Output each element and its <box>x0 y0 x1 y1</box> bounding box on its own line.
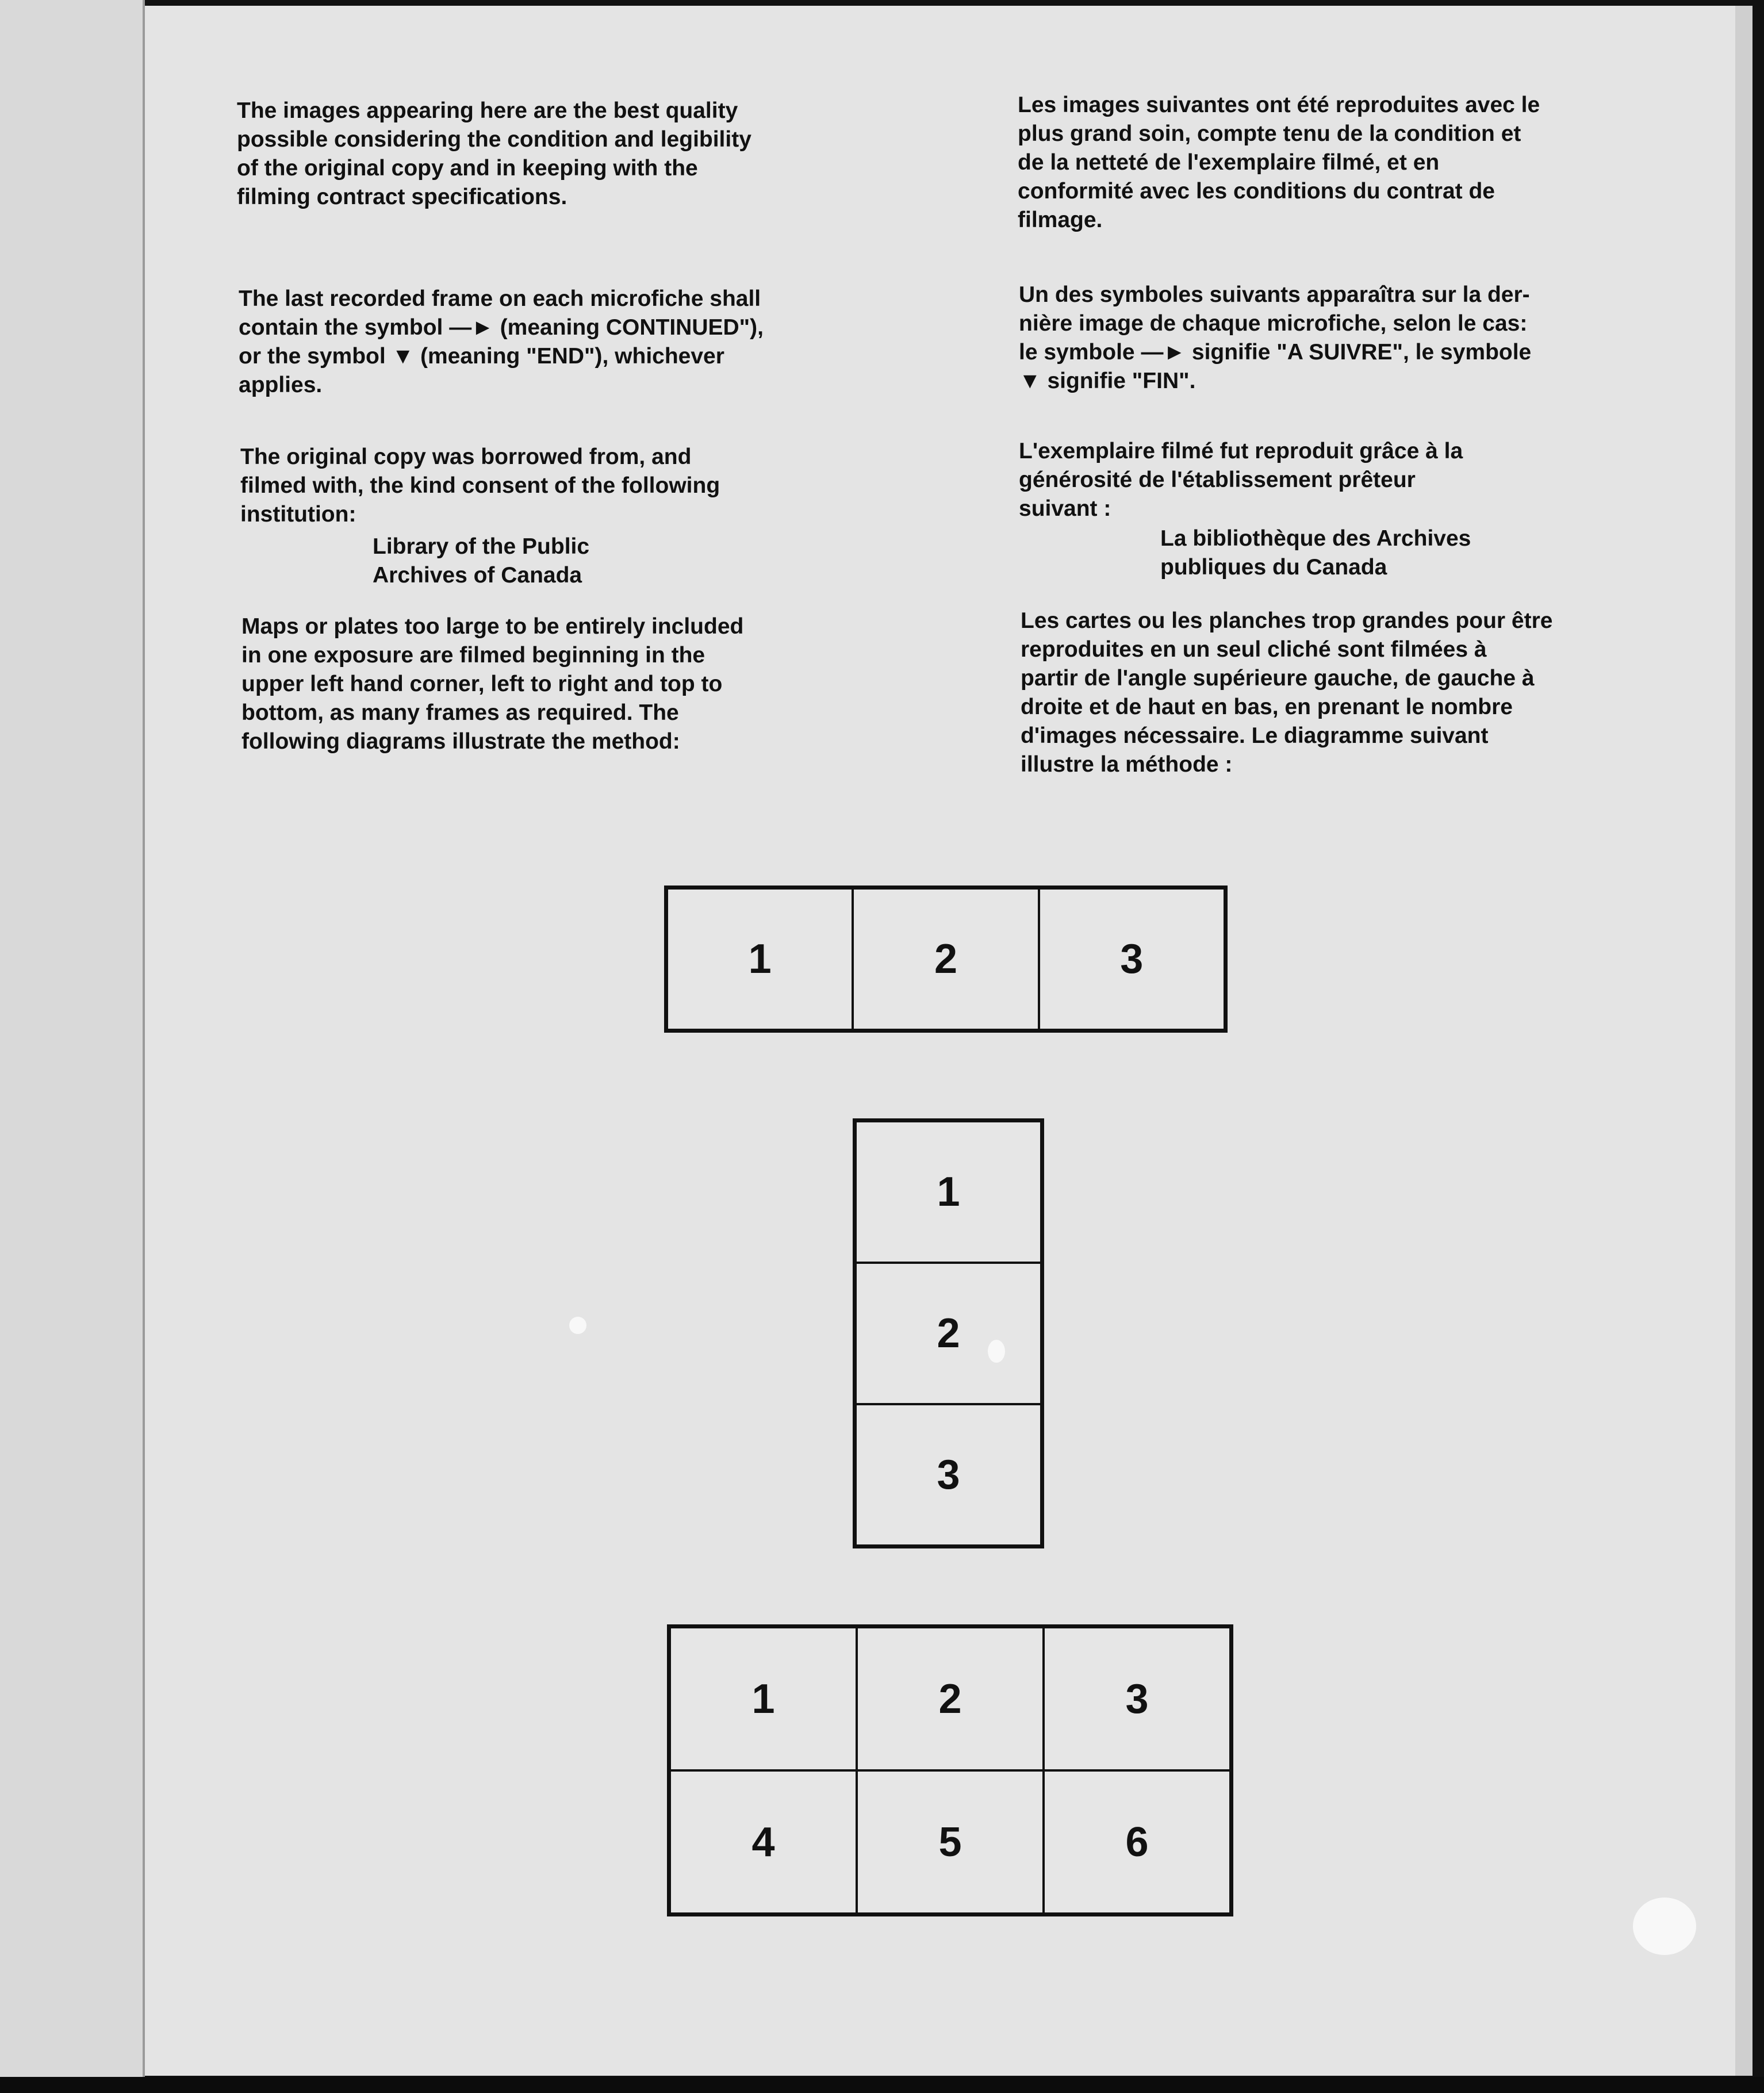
en-institution-name: Library of the Public Archives of Canada <box>373 534 590 588</box>
film-speck <box>1633 1897 1696 1955</box>
continued-arrow-icon: —► <box>1141 340 1186 365</box>
diagram-column-frames <box>853 1118 1044 1548</box>
frame-cell: 6 <box>1044 1770 1230 1914</box>
en-symbol-paragraph: The last recorded frame on each microfiche shall contain the symbol —► (meaning CONTINUED"), or the symbol ▼ (meaning "END"), whichever applies. <box>239 286 764 397</box>
frame-cell: 2 <box>856 1263 1041 1404</box>
frame-cell: 3 <box>856 1404 1041 1546</box>
fr-quality-paragraph: Les images suivantes ont été reproduites avec le plus grand soin, compte tenu de la condition et de la netteté de l'exemplaire filmé, et en conformité avec les conditions du contrat de filmage. <box>1018 93 1540 232</box>
film-edge-bottom <box>0 2077 1764 2093</box>
frame-cell: 1 <box>667 888 853 1030</box>
frame-cell: 3 <box>1044 1627 1230 1770</box>
en-quality-paragraph: The images appearing here are the best quality possible considering the condition and legibility of the original copy and in keeping with the filming contract specifications. <box>237 98 751 209</box>
frame-cell: 1 <box>670 1627 857 1770</box>
film-edge-right <box>1735 6 1753 2076</box>
film-edge-left <box>0 0 145 2082</box>
en-borrowed-paragraph: The original copy was borrowed from, and filmed with, the kind consent of the following institution: <box>240 444 720 527</box>
fr-symbol-paragraph: Un des symboles suivants apparaîtra sur la der- nière image de chaque microfiche, selon le cas: le symbole —► signifie "A SUIVRE", le symbole ▼ signifie "FIN". <box>1019 282 1532 393</box>
diagram-row-frames <box>664 885 1228 1033</box>
frame-cell: 5 <box>857 1770 1044 1914</box>
film-speck <box>988 1340 1005 1363</box>
frame-cell: 4 <box>670 1770 857 1914</box>
frame-cell: 1 <box>856 1121 1041 1263</box>
fr-borrowed-paragraph: L'exemplaire filmé fut reproduit grâce à la générosité de l'établissement prêteur suivant : <box>1019 439 1463 521</box>
en-maps-paragraph: Maps or plates too large to be entirely included in one exposure are filmed beginning in the upper left hand corner, left to right and top to bottom, as many frames as required. The following diagrams illustrate the method: <box>241 614 744 754</box>
diagram-grid-frames <box>667 1624 1233 1916</box>
frame-cell: 3 <box>1039 888 1225 1030</box>
frame-cell: 2 <box>857 1627 1044 1770</box>
continued-arrow-icon: —► <box>449 315 494 340</box>
fr-institution-name: La bibliothèque des Archives publiques du Canada <box>1160 526 1471 580</box>
fr-maps-paragraph: Les cartes ou les planches trop grandes pour être reproduites en un seul cliché sont filmées à partir de l'angle supérieure gauche, de gauche à droite et de haut en bas, en prenant le nombre d'images nécessaire. Le diagramme suivant illustre la méthode : <box>1021 608 1553 777</box>
film-speck <box>569 1317 586 1334</box>
end-triangle-icon: ▼ <box>392 344 415 369</box>
frame-cell: 2 <box>853 888 1038 1030</box>
end-triangle-icon: ▼ <box>1019 369 1041 393</box>
